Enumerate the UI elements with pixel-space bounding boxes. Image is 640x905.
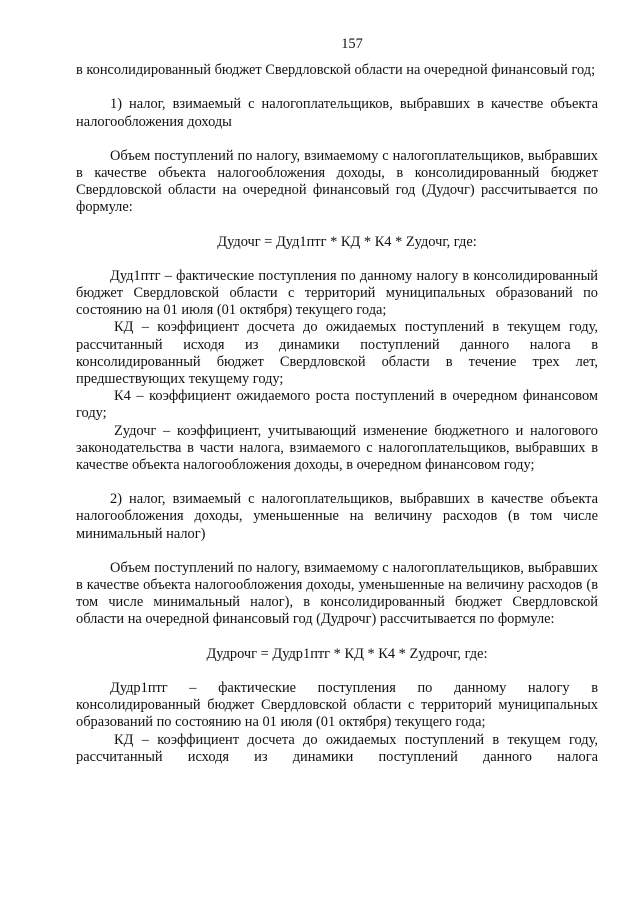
paragraph-volume-2: Объем поступлений по налогу, взимаемому с налогоплательщиков, выбравших в качестве объекта налогообложения доходы, уменьшенные на величину расходов (в том числе минимальный налог), в консолидированный бюджет Свердловской области на очередной финансовый год (Дудрочг) рассчитывается по формуле: [76, 559, 598, 628]
definition-kd-1: КД – коэффициент досчета до ожидаемых поступлений в текущем году, рассчитанный исходя из динамики поступлений данного налога в консолидированный бюджет Свердловской области в течение трех лет, предшествующих текущему году; [76, 319, 598, 388]
page-number: 157 [341, 36, 363, 52]
definition-k4: К4 – коэффициент ожидаемого роста поступлений в очередном финансовом году; [76, 388, 598, 422]
definition-dud1ptg: Дуд1птг – фактические поступления по данному налогу в консолидированный бюджет Свердловской области с территорий муниципальных образований по состоянию на 01 июля (01 октября) текущего года; [76, 267, 598, 319]
section-heading-2: 2) налог, взимаемый с налогоплательщиков, выбравших в качестве объекта налогообложения доходы, уменьшенные на величину расходов (в том числе минимальный налог) [76, 491, 598, 542]
definition-zudochg: Zудочг – коэффициент, учитывающий изменение бюджетного и налогового законодательства в части налога, взимаемого с налогоплательщиков, выбравших в качестве объекта налогообложения доходы, в очередном финансовом году; [76, 422, 598, 474]
paragraph-continuation: в консолидированный бюджет Свердловской области на очередной финансовый год; [76, 62, 596, 79]
definition-kd-2: КД – коэффициент досчета до ожидаемых поступлений в текущем году, рассчитанный исходя из динамики поступлений данного налога [76, 731, 598, 765]
section-heading-1: 1) налог, взимаемый с налогоплательщиков, выбравших в качестве объекта налогообложения доходы [76, 96, 598, 130]
formula-1: Дудочг = Дуд1птг * КД * К4 * Zудочг, где: [217, 233, 477, 250]
definition-dudr1ptg: Дудр1птг – фактические поступления по данному налогу в консолидированный бюджет Свердловской области с территорий муниципальных образований по состоянию на 01 июля (01 октября) текущего года; [76, 679, 598, 731]
formula-2: Дудрочг = Дудр1птг * КД * К4 * Zудрочг, где: [206, 645, 488, 662]
paragraph-volume-1: Объем поступлений по налогу, взимаемому с налогоплательщиков, выбравших в качестве объекта налогообложения доходы, в консолидированный бюджет Свердловской области на очередной финансовый год (Дудочг) рассчитывается по формуле: [76, 147, 598, 216]
